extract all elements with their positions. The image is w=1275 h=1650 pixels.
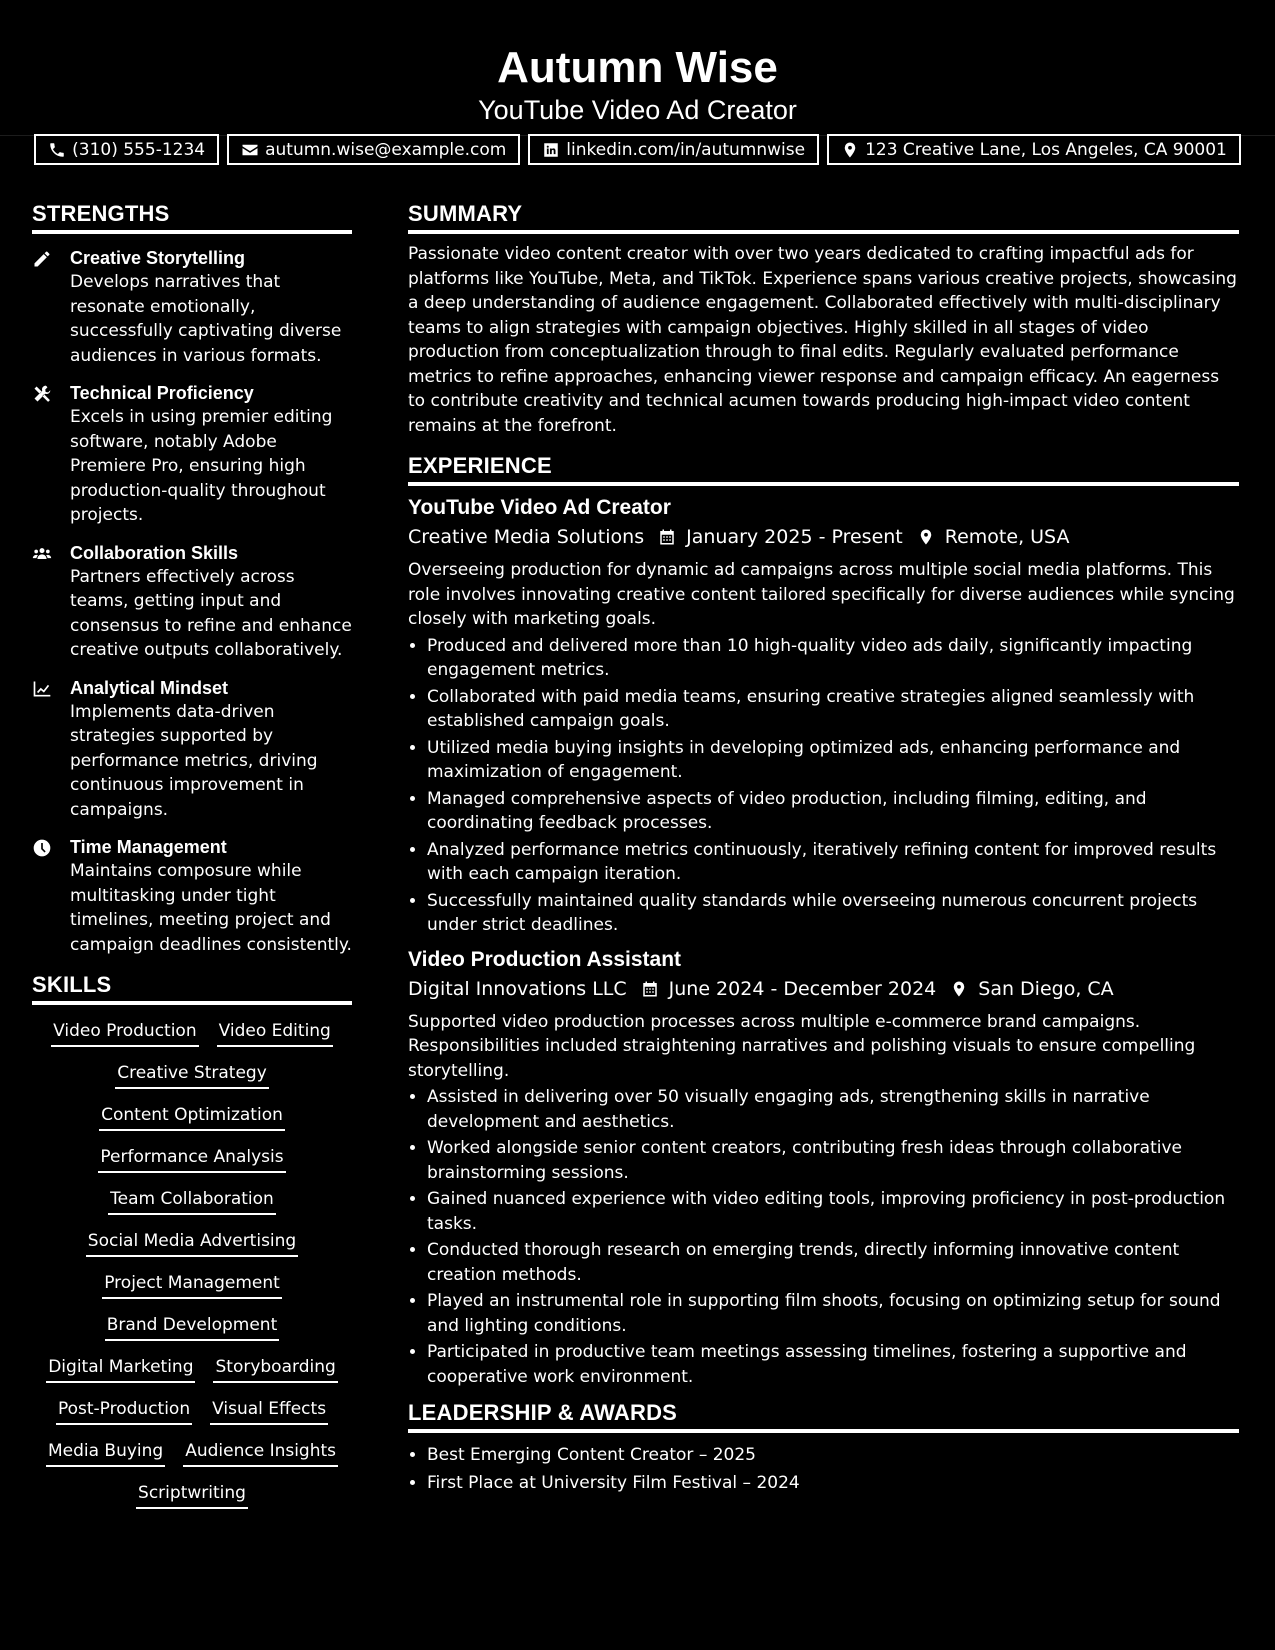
list-item: • Produced and delivered more than 10 high-quality video ads daily, significantly impacting engagement metrics. [427, 634, 1239, 683]
skill-tag: Video Editing [217, 1019, 333, 1047]
phone-text: (310) 555-1234 [72, 139, 206, 160]
map-marker-icon [903, 528, 945, 546]
awards-list [408, 1441, 1239, 1497]
resume-header [0, 0, 1275, 160]
list-item: • Managed comprehensive aspects of video production, including filming, editing, and coordinating feedback processes. [427, 787, 1239, 836]
job-dates: January 2025 - Present [686, 526, 903, 548]
job-title: YouTube Video Ad Creator [408, 496, 671, 519]
skill-tag: Scriptwriting [136, 1481, 248, 1509]
strength-title: Collaboration Skills [70, 542, 239, 563]
strength-title: Time Management [70, 837, 227, 857]
awards-heading: LEADERSHIP & AWARDS [408, 1399, 1239, 1433]
skill-tag: Performance Analysis [98, 1145, 285, 1173]
job-title: Video Production Assistant [408, 947, 682, 971]
strength-title: Analytical Mindset [70, 677, 229, 698]
strength-description: Implements data-driven strategies supported by performance metrics, driving continuous improvement in campaigns. [70, 701, 318, 820]
skills-list [32, 1019, 352, 1509]
candidate-name: Autumn Wise [497, 43, 778, 92]
skill-tag: Post-Production [56, 1397, 192, 1425]
job-bullets [408, 1085, 1239, 1389]
email-text: autumn.wise@example.com [265, 139, 507, 160]
skill-tag: Project Management [102, 1271, 282, 1299]
skill-tag: Visual Effects [210, 1397, 328, 1425]
job-meta [408, 522, 1239, 552]
address-text: 123 Creative Lane, Los Angeles, CA 90001 [865, 139, 1227, 160]
strength-description: Maintains composure while multitasking under tight timelines, meeting project and campaign deadlines consistently. [70, 861, 352, 955]
phone-icon [48, 141, 66, 159]
strength-description: Develops narratives that resonate emotionally, successfully captivating diverse audiences in various formats. [70, 272, 342, 366]
strengths-heading: STRENGTHS [32, 200, 352, 234]
skills-heading: SKILLS [32, 971, 352, 1005]
linkedin-text: linkedin.com/in/autumnwise [566, 139, 806, 160]
left-column [32, 200, 352, 1509]
experience-heading: EXPERIENCE [408, 452, 1239, 486]
list-item: • Utilized media buying insights in developing optimized ads, enhancing performance and maximization of engagement. [427, 736, 1239, 785]
contact-address[interactable] [827, 134, 1241, 165]
skill-tag: Team Collaboration [108, 1187, 276, 1215]
users-icon [32, 541, 56, 663]
summary-heading: SUMMARY [408, 200, 1239, 234]
company-name: Creative Media Solutions [408, 526, 645, 548]
list-item: • Collaborated with paid media teams, ensuring creative strategies aligned seamlessly with established campaign goals. [427, 685, 1239, 734]
list-item: • Best Emerging Content Creator – 2025 [427, 1441, 1239, 1469]
right-column [408, 200, 1239, 1497]
strength-description: Excels in using premier editing software, notably Adobe Premiere Pro, ensuring high production-quality throughout projects. [70, 407, 333, 525]
strength-item [32, 381, 352, 528]
calendar-icon [627, 980, 669, 998]
envelope-icon [241, 141, 259, 159]
strength-item [32, 541, 352, 663]
list-item: • Successfully maintained quality standards while overseeing numerous concurrent projects under strict deadlines. [427, 889, 1239, 938]
tools-icon [32, 381, 56, 528]
strength-title: Technical Proficiency [70, 383, 254, 403]
map-marker-icon [841, 141, 859, 159]
list-item: • Worked alongside senior content creators, contributing fresh ideas through collaborative brainstorming sessions. [427, 1136, 1239, 1185]
company-name: Digital Innovations LLC [408, 977, 627, 1000]
clock-icon [32, 835, 56, 957]
skill-tag: Audience Insights [183, 1439, 338, 1467]
map-marker-icon [936, 980, 978, 998]
job-entry [408, 946, 1239, 1390]
contact-phone[interactable] [34, 134, 219, 165]
job-location: San Diego, CA [978, 977, 1114, 1000]
skill-tag: Brand Development [105, 1313, 279, 1341]
linkedin-icon [542, 141, 560, 159]
job-location: Remote, USA [944, 526, 1070, 548]
job-bullets [408, 634, 1239, 938]
list-item: • Gained nuanced experience with video editing tools, improving proficiency in post-production tasks. [427, 1187, 1239, 1236]
job-description: Supported video production processes across multiple e-commerce brand campaigns. Responsibilities included straightening narratives and polishing visuals to ensure compelling storytelling. [408, 1011, 1196, 1081]
list-item: • Assisted in delivering over 50 visually engaging ads, strengthening skills in narrative development and aesthetics. [427, 1085, 1239, 1134]
list-item: • Conducted thorough research on emerging trends, directly informing innovative content creation methods. [427, 1238, 1239, 1287]
skill-tag: Social Media Advertising [86, 1229, 298, 1257]
job-meta [408, 974, 1239, 1004]
list-item: • Played an instrumental role in supporting film shoots, focusing on optimizing setup for sound and lighting conditions. [427, 1289, 1239, 1338]
pencil-icon [32, 246, 56, 368]
skill-tag: Video Production [51, 1019, 198, 1047]
candidate-role: YouTube Video Ad Creator [478, 95, 797, 125]
skill-tag: Content Optimization [99, 1103, 285, 1131]
summary-text: Passionate video content creator with over two years dedicated to crafting impactful ads for platforms like YouTube, Meta, and TikTok. Experience spans various creative projects, showcasing a deep understanding of audience engagement. Collaborated effectively with multi-disciplinary teams to align strategies with campaign objectives. Highly skilled in all stages of video production from conceptualization through to final edits. Regularly evaluated performance metrics to refine approaches, enhancing viewer response and campaign efficacy. An eagerness to contribute creativity and technical acumen towards producing high-impact video content remains at the forefront. [408, 244, 1237, 436]
skill-tag: Creative Strategy [115, 1061, 269, 1089]
contact-linkedin[interactable] [528, 134, 819, 165]
job-description: Overseeing production for dynamic ad campaigns across multiple social media platforms. This role involves innovating creative content tailored specifically for diverse audiences while syncing closely with marketing goals. [408, 560, 1235, 629]
skill-tag: Storyboarding [213, 1355, 337, 1383]
calendar-icon [644, 528, 686, 546]
strength-item [32, 835, 352, 957]
contact-email[interactable] [227, 134, 520, 165]
strength-title: Creative Storytelling [70, 248, 246, 268]
strength-item [32, 676, 352, 823]
list-item: • Analyzed performance metrics continuously, iteratively refining content for improved results with each campaign iteration. [427, 838, 1239, 887]
skill-tag: Media Buying [46, 1439, 165, 1467]
skill-tag: Digital Marketing [46, 1355, 195, 1383]
job-dates: June 2024 - December 2024 [668, 977, 937, 1000]
strengths-list [32, 246, 352, 957]
list-item: • Participated in productive team meetings assessing timelines, fostering a supportive and cooperative work environment. [427, 1340, 1239, 1389]
contact-bar [0, 134, 1275, 165]
strength-description: Partners effectively across teams, getting input and consensus to refine and enhance creative outputs collaboratively. [70, 566, 352, 660]
list-item: • First Place at University Film Festival – 2024 [427, 1469, 1239, 1497]
chart-line-icon [32, 676, 56, 823]
strength-item [32, 246, 352, 368]
job-entry [408, 494, 1239, 938]
